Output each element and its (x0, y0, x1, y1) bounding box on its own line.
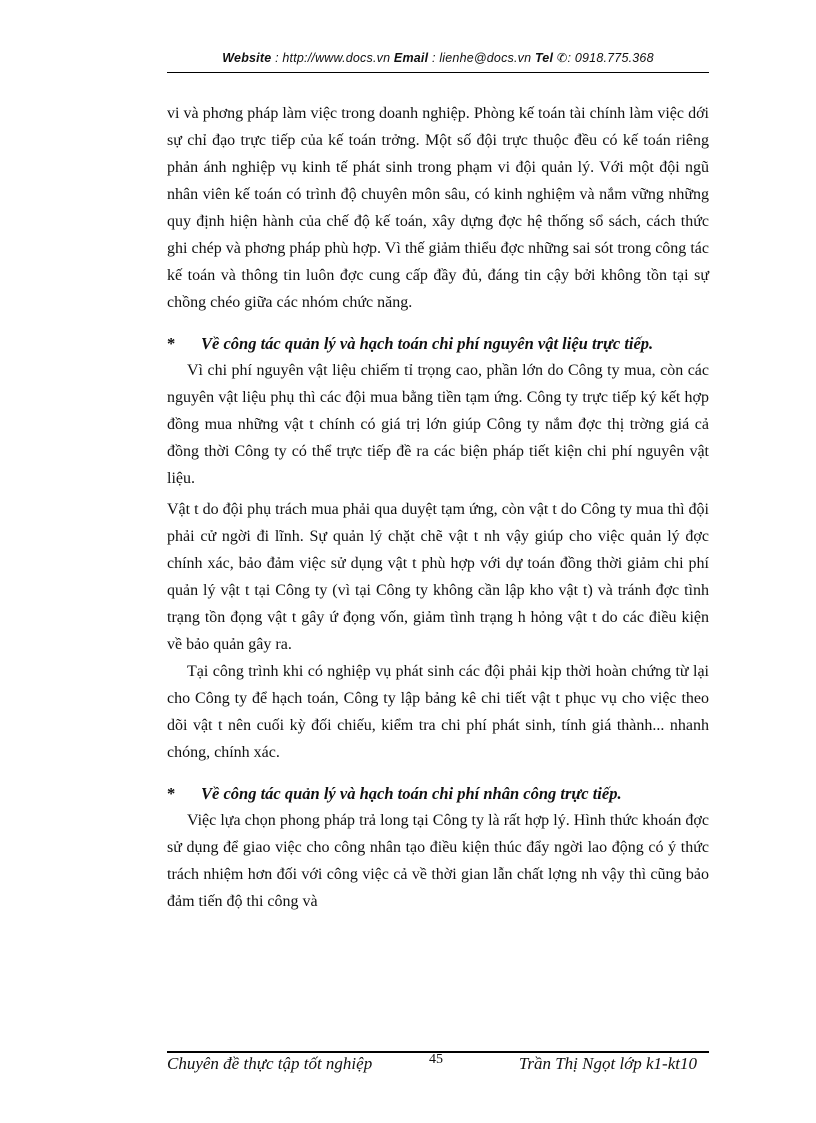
heading-labor-text: Về công tác quản lý và hạch toán chi phí nhân công trực tiếp. (201, 784, 622, 803)
paragraph-5: Việc lựa chọn phong pháp trả long tại Công ty là rất hợp lý. Hình thức khoán đợc sử dụng để giao việc cho công nhân tạo điều kiện thúc đẩy ngời lao động có ý thức trách nhiệm hơn đối với công việc cả về thời gian lẫn chất lợng nh vậy thì cũng bảo đảm tiến độ thi công và (167, 812, 709, 910)
paragraph-2: Vì chi phí nguyên vật liệu chiếm tỉ trọng cao, phần lớn do Công ty mua, còn các nguyên vật liệu phụ thì các đội mua bằng tiền tạm ứng. Công ty trực tiếp ký kết hợp đồng mua những vật t chính có giá trị lớn giúp Công ty nắm đợc thị trờng giá cả đồng thời Công ty có thể trực tiếp đề ra các biện pháp tiết kiện chi phí nguyên vật liệu. (167, 362, 709, 487)
page-footer (167, 1054, 709, 1080)
paragraph-4: Tại công trình khi có nghiệp vụ phát sinh các đội phải kịp thời hoàn chứng từ lại cho Công ty để hạch toán, Công ty lập bảng kê chi tiết vật t phục vụ cho việc theo dõi vật t nên cuối kỳ đối chiếu, kiểm tra chi phí phát sinh, tính giá thành... nhanh chóng, chính xác. (167, 663, 709, 761)
heading-materials-text: Về công tác quản lý và hạch toán chi phí nguyên vật liệu trực tiếp. (201, 334, 654, 353)
tel-number: : 0918.775.368 (567, 51, 654, 65)
page-number: 45 (429, 1052, 443, 1067)
footer-title: Chuyên đề thực tập tốt nghiệp (167, 1054, 373, 1073)
tel-label: Tel (534, 51, 554, 65)
document-body (167, 100, 709, 915)
footer-author: Trần Thị Ngọt lớp k1-kt10 (518, 1054, 697, 1073)
asterisk-bullet-icon: * (167, 784, 176, 803)
page-header (167, 50, 709, 65)
asterisk-bullet-icon: * (167, 334, 176, 353)
paragraph-3: Vật t do đội phụ trách mua phải qua duyệt tạm ứng, còn vật t do Công ty mua thì đội phải cử ngời đi lĩnh. Sự quản lý chặt chẽ vật t nh vậy giúp cho việc quản lý đợc chính xác, bảo đảm việc sử dụng vật t phù hợp với dự toán đồng thời giảm chi phí quản lý vật t tại Công ty (vì tại Công ty không cần lập kho vật t) và tránh đợc tình trạng tồn đọng vật t gây ứ đọng vốn, giảm tình trạng h hỏng vật t do các điều kiện về bảo quản gây ra. (167, 501, 709, 653)
phone-icon: ✆ (556, 51, 568, 65)
website-url: : http://www.docs.vn (275, 51, 391, 65)
header-divider (167, 72, 709, 73)
section-heading-labor (167, 780, 709, 807)
paragraph-1: vi và phơng pháp làm việc trong doanh nghiệp. Phòng kế toán tài chính làm việc dới sự chỉ đạo trực tiếp của kế toán trởng. Một số đội trực thuộc đều có kế toán riêng phản ánh nghiệp vụ kinh tế phát sinh trong phạm vi đội quản lý. Với một đội ngũ nhân viên kế toán có trình độ chuyên môn sâu, có kinh nghiệm và nắm vững những quy định hiện hành của chế độ kế toán, xây dựng đợc hệ thống sổ sách, cách thức ghi chép và phơng pháp phù hợp. Vì thế giảm thiểu đợc những sai sót trong công tác kế toán và thông tin luôn đợc cung cấp đầy đủ, đáng tin cậy bởi không tồn tại sự chồng chéo giữa các nhóm chức năng. (167, 105, 709, 311)
website-label: Website (222, 51, 272, 65)
email-address: : lienhe@docs.vn (431, 51, 532, 65)
email-label: Email (393, 51, 429, 65)
section-heading-materials (167, 330, 709, 357)
